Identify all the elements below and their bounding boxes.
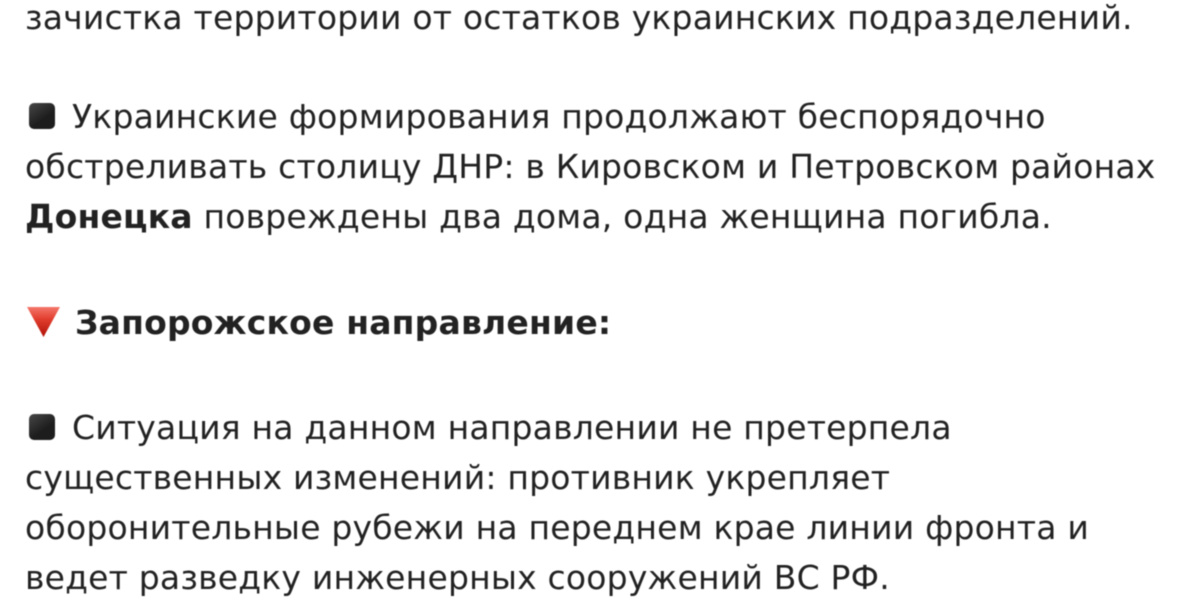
donetsk-line-1: Украинские формирования продолжают беспорядочно [72, 97, 1046, 136]
red-triangle-down-icon [27, 307, 60, 337]
section-heading-zaporozhye [25, 298, 1172, 348]
black-square-icon [29, 103, 55, 129]
black-square-icon [29, 414, 55, 440]
heading-text: Запорожское направление: [75, 303, 612, 342]
paragraph-donetsk [25, 92, 1172, 242]
zaporozhye-line-1: Ситуация на данном направлении не претерпела [72, 408, 952, 447]
donetsk-bold-word: Донецка [25, 197, 193, 236]
donetsk-line-3-rest: повреждены два дома, одна женщина погибла. [192, 197, 1052, 236]
zaporozhye-line-4: ведет разведку инженерных сооружений ВС РФ. [25, 558, 890, 597]
donetsk-line-2: обстреливать столицу ДНР: в Кировском и Петровском районах [25, 147, 1156, 186]
paragraph-intro [25, 0, 1172, 43]
zaporozhye-line-2: существенных изменений: противник укрепляет [25, 458, 891, 497]
paragraph-zaporozhye [25, 403, 1172, 600]
zaporozhye-line-3: оборонительные рубежи на переднем крае линии фронта и [25, 508, 1089, 547]
intro-line-text: зачистка территории от остатков украинских подразделений. [25, 0, 1133, 37]
